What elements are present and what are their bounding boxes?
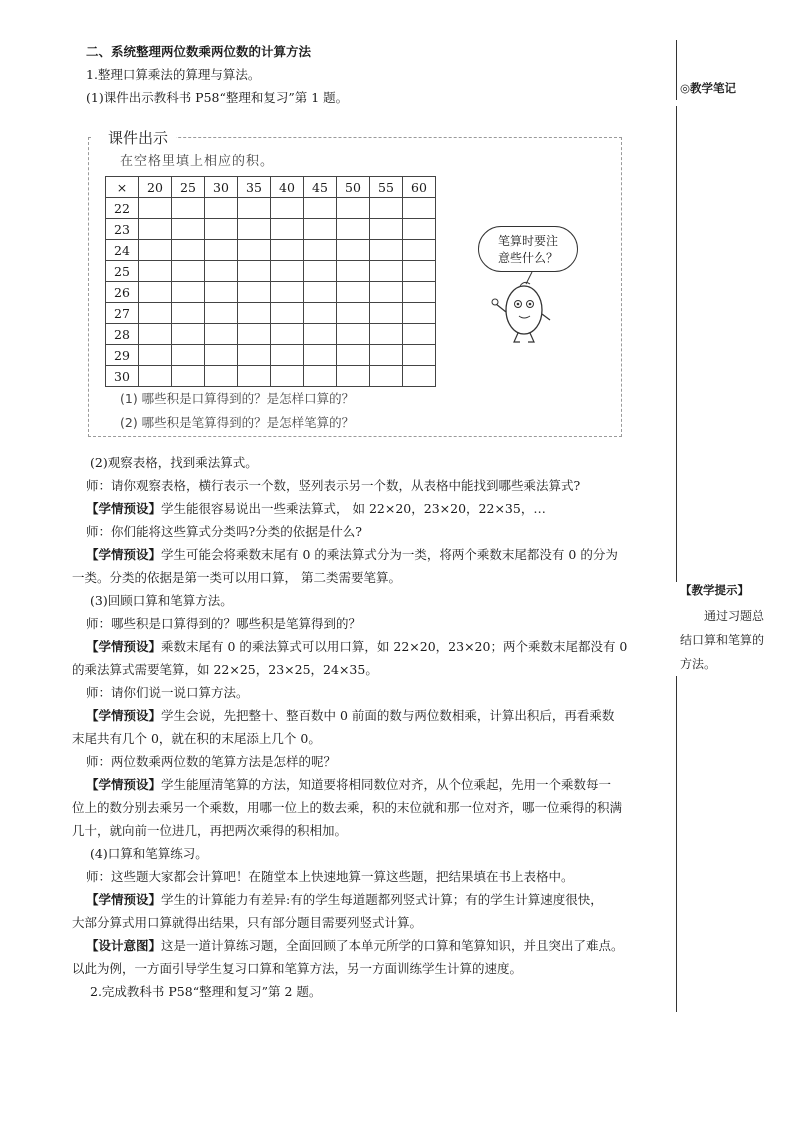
para-teacher-2: 师：你们能将这些算式分类吗?分类的依据是什么? (86, 524, 362, 539)
tag-design-intent: 【设计意图】 (86, 938, 162, 953)
divider-top (676, 40, 677, 100)
courseware-instruction: 在空格里填上相应的积。 (120, 154, 275, 169)
para-preset-6b: 大部分算式用口算就得出结果，只有部分题目需要列竖式计算。 (72, 915, 423, 930)
tag-student-preset: 【学情预设】 (86, 501, 162, 516)
table-header-cell: 30 (205, 177, 238, 198)
para-preset-2b: 一类。分类的依据是第一类可以用口算， 第二类需要笔算。 (72, 570, 401, 585)
table-row (106, 240, 436, 261)
speech-bubble (478, 226, 578, 272)
para-observe: (2)观察表格，找到乘法算式。 (90, 455, 258, 470)
teaching-hint-line3: 方法。 (680, 657, 717, 671)
table-row (106, 324, 436, 345)
table-row (106, 219, 436, 240)
teaching-hint-line2: 结口算和笔算的 (680, 633, 765, 647)
table-header-cell: 35 (238, 177, 271, 198)
row-label: 29 (106, 345, 139, 366)
para-teacher-4: 师：请你们说一说口算方法。 (86, 685, 249, 700)
table-header-cell: 55 (370, 177, 403, 198)
body-text (72, 451, 672, 1003)
para-design-b: 以此为例，一方面引导学生复习口算和笔算方法，另一方面训练学生计算的速度。 (72, 961, 523, 976)
section-title: 二、系统整理两位数乘两位数的计算方法 (86, 44, 312, 59)
para-practice: (4)口算和笔算练习。 (90, 846, 208, 861)
courseware-question-2: (2) 哪些积是笔算得到的？是怎样笔算的？ (120, 415, 355, 430)
para-preset-6a: 学生的计算能力有差异:有的学生每道题都列竖式计算；有的学生计算速度很快， (161, 892, 603, 907)
table-header-cell: 60 (403, 177, 436, 198)
row-label: 24 (106, 240, 139, 261)
table-header-cell: 25 (172, 177, 205, 198)
table-header-row (106, 177, 436, 198)
para-preset-3a: 乘数末尾有 0 的乘法算式可以用口算，如 22×20，23×20；两个乘数末尾都没有 0 (161, 639, 628, 654)
table-row (106, 303, 436, 324)
tag-student-preset: 【学情预设】 (86, 708, 162, 723)
para-preset-4a: 学生会说，先把整十、整百数中 0 前面的数与两位数相乘，计算出积后，再看乘数 (161, 708, 615, 723)
para-preset-3b: 的乘法算式需要笔算，如 22×25，23×25，24×35。 (72, 662, 378, 677)
table-row (106, 261, 436, 282)
row-label: 23 (106, 219, 139, 240)
para-review: (3)回顾口算和笔算方法。 (90, 593, 233, 608)
para-teacher-6: 师：这些题大家都会计算吧！在随堂本上快速地算一算这些题，把结果填在书上表格中。 (86, 869, 574, 884)
para-teacher-3: 师：哪些积是口算得到的？哪些积是笔算得到的？ (86, 616, 362, 631)
teaching-notes-heading: ◎教学笔记 (680, 81, 737, 95)
para-preset-5a: 学生能厘清笔算的方法，知道要将相同数位对齐，从个位乘起，先用一个乘数每一 (161, 777, 612, 792)
para-item-2: 2.完成教科书 P58“整理和复习”第 2 题。 (90, 984, 322, 999)
bubble-line-2: 意些什么？ (497, 251, 558, 265)
table-row (106, 282, 436, 303)
para-design-a: 这是一道计算练习题，全面回顾了本单元所学的口算和笔算知识，并且突出了难点。 (161, 938, 624, 953)
teaching-hint-heading: 【教学提示】 (680, 583, 749, 597)
divider-mid (676, 106, 677, 582)
tag-student-preset: 【学情预设】 (86, 547, 162, 562)
table-header-cell: 40 (271, 177, 304, 198)
table-header-cell: 45 (304, 177, 337, 198)
tag-student-preset: 【学情预设】 (86, 639, 162, 654)
table-row (106, 366, 436, 387)
item-1: 1.整理口算乘法的算理与算法。 (86, 67, 261, 82)
row-label: 26 (106, 282, 139, 303)
para-preset-2a: 学生可能会将乘数末尾有 0 的乘法算式分为一类，将两个乘数末尾都没有 0 的分为 (161, 547, 618, 562)
table-header-cell: 20 (139, 177, 172, 198)
table-row (106, 198, 436, 219)
row-label: 28 (106, 324, 139, 345)
para-teacher-1: 师：请你观察表格，横行表示一个数，竖列表示另一个数，从表格中能找到哪些乘法算式? (86, 478, 581, 493)
row-label: 22 (106, 198, 139, 219)
table-header-cell: × (106, 177, 139, 198)
para-preset-5b: 位上的数分别去乘另一个乘数，用哪一位上的数去乘，积的末位就和那一位对齐，哪一位乘得的积满 (72, 800, 623, 815)
teaching-hint-line1: 通过习题总 (704, 609, 765, 623)
tag-student-preset: 【学情预设】 (86, 777, 162, 792)
mascot-icon (488, 272, 558, 344)
item-1-1: (1)课件出示教科书 P58“整理和复习”第 1 题。 (86, 90, 349, 105)
para-preset-4b: 末尾共有几个 0，就在积的末尾添上几个 0。 (72, 731, 321, 746)
row-label: 27 (106, 303, 139, 324)
bubble-line-1: 笔算时要注 (497, 234, 558, 248)
row-label: 25 (106, 261, 139, 282)
para-preset-1: 学生能很容易说出一些乘法算式， 如 22×20，23×20，22×35，… (161, 501, 546, 516)
para-preset-5c: 几十，就向前一位进几，再把两次乘得的积相加。 (72, 823, 348, 838)
product-table (105, 176, 436, 387)
para-teacher-5: 师：两位数乘两位数的笔算方法是怎样的呢？ (86, 754, 337, 769)
top-text (86, 40, 672, 109)
table-header-cell: 50 (337, 177, 370, 198)
divider-bottom (676, 676, 677, 1012)
row-label: 30 (106, 366, 139, 387)
courseware-label: 课件出示 (92, 124, 176, 150)
courseware-question-1: (1) 哪些积是口算得到的？是怎样口算的？ (120, 391, 355, 406)
tag-student-preset: 【学情预设】 (86, 892, 162, 907)
table-row (106, 345, 436, 366)
